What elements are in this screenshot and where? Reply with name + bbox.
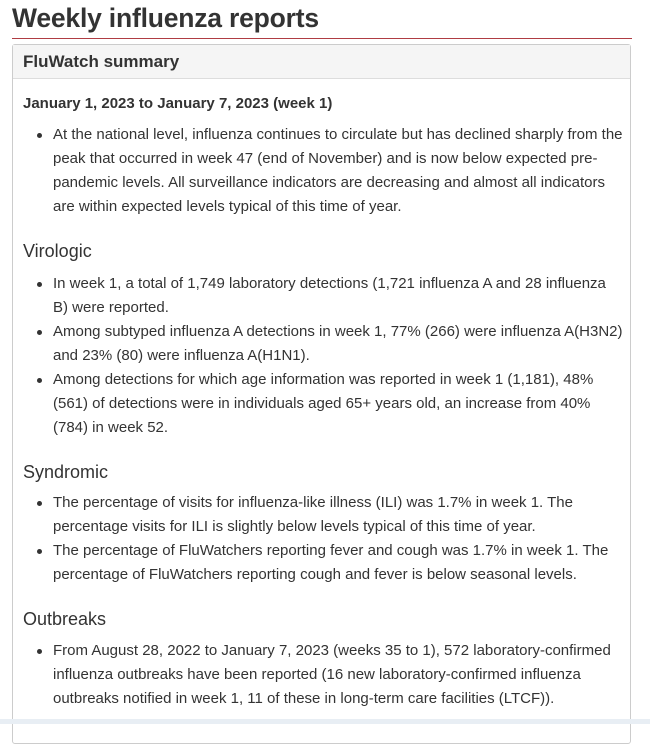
outbreaks-bullet-list bbox=[13, 639, 632, 711]
report-date-range: January 1, 2023 to January 7, 2023 (week 1) bbox=[23, 95, 333, 112]
panel-heading: FluWatch summary bbox=[13, 45, 630, 79]
syndromic-bullet-list bbox=[13, 491, 632, 587]
list-item: Among detections for which age information was reported in week 1 (1,181), 48% (561) of detections were in individuals aged 65+ years old, an increase from 40% (784) in week 52. bbox=[13, 368, 632, 440]
list-item: The percentage of FluWatchers reporting fever and cough was 1.7% in week 1. The percentage of FluWatchers reporting cough and fever is below seasonal levels. bbox=[13, 539, 632, 587]
section-heading-outbreaks: Outbreaks bbox=[23, 609, 107, 629]
page-title: Weekly influenza reports bbox=[12, 3, 319, 33]
title-divider bbox=[12, 38, 632, 39]
fluwatch-summary-panel bbox=[12, 44, 631, 744]
section-heading-syndromic: Syndromic bbox=[23, 462, 109, 482]
list-item: Among subtyped influenza A detections in week 1, 77% (266) were influenza A(H3N2) and 23% (80) were influenza A(H1N1). bbox=[13, 320, 632, 368]
list-item: At the national level, influenza continues to circulate but has declined sharply from the peak that occurred in week 47 (end of November) and is now below expected pre-pandemic levels. All surveillance indicators are decreasing and almost all indicators are within expected levels typical of this time of year. bbox=[13, 123, 632, 219]
list-item: In week 1, a total of 1,749 laboratory detections (1,721 influenza A and 28 influenza B) were reported. bbox=[13, 272, 632, 320]
virologic-bullet-list bbox=[13, 272, 632, 440]
list-item: The percentage of visits for influenza-like illness (ILI) was 1.7% in week 1. The percentage visits for ILI is slightly below levels typical of this time of year. bbox=[13, 491, 632, 539]
intro-bullet-list bbox=[13, 123, 632, 219]
list-item: From August 28, 2022 to January 7, 2023 (weeks 35 to 1), 572 laboratory-confirmed influenza outbreaks have been reported (16 new laboratory-confirmed influenza outbreaks notified in week 1, 11 of these in long-term care facilities (LTCF)). bbox=[13, 639, 632, 711]
viewport-bottom-edge bbox=[0, 719, 650, 724]
section-heading-virologic: Virologic bbox=[23, 241, 92, 261]
